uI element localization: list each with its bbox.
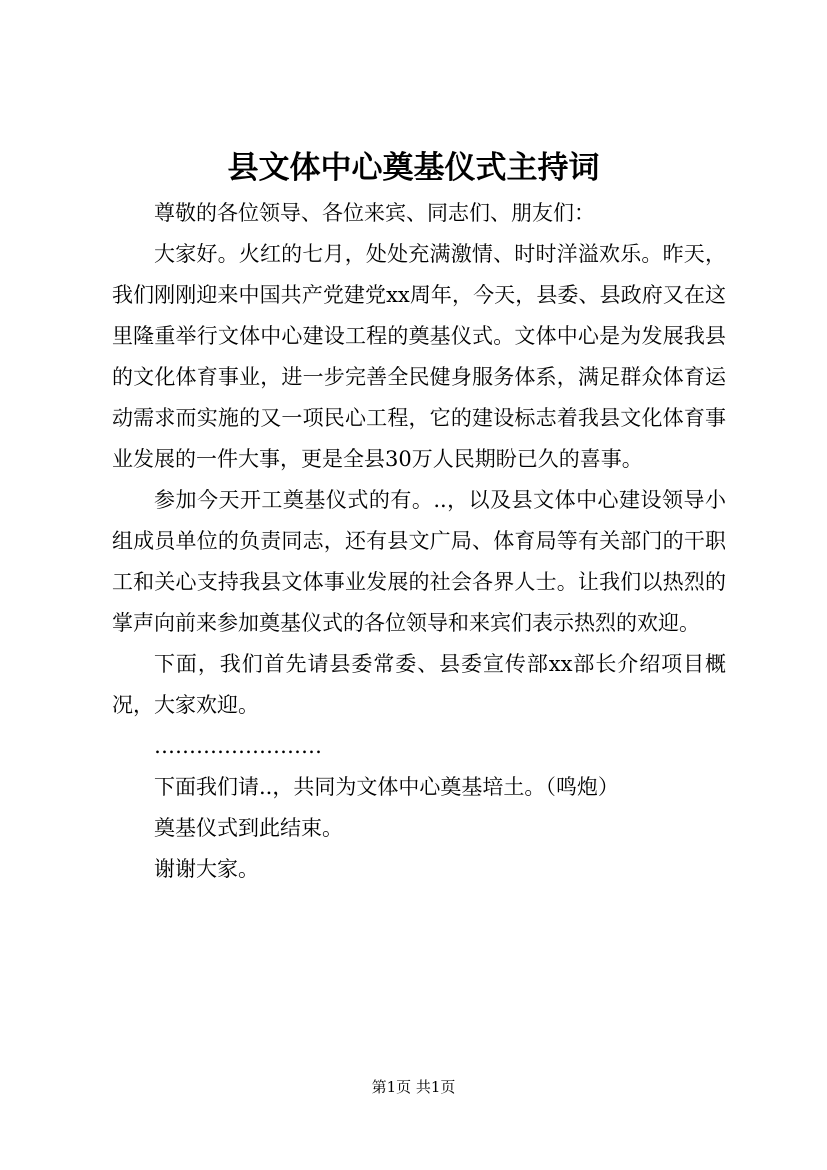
- opening-paragraph: 大家好。火红的七月，处处充满激情、时时洋溢欢乐。昨天，我们刚刚迎来中国共产党建党xx周年，今天，县委、县政府又在这里隆重举行文体中心建设工程的奠基仪式。文体中心是为发展我县的文化体育事业，进一步完善全民健身服务体系，满足群众体育运动需求而实施的又一项民心工程，它的建设标志着我县文化体育事业发展的一件大事，更是全县30万人民期盼已久的喜事。: [112, 242, 726, 471]
- thanks-paragraph: 谢谢大家。: [154, 857, 259, 881]
- ellipsis-line: ……………………: [154, 734, 322, 758]
- introduction-paragraph: 下面，我们首先请县委常委、县委宣传部xx部长介绍项目概况，大家欢迎。: [112, 652, 726, 717]
- closing-paragraph: 奠基仪式到此结束。: [154, 816, 343, 840]
- document-body: [112, 193, 726, 890]
- document-title: 县文体中心奠基仪式主持词: [227, 150, 600, 186]
- page-footer: 第1页 共1页: [371, 1078, 456, 1096]
- attendees-paragraph: 参加今天开工奠基仪式的有。..，以及县文体中心建设领导小组成员单位的负责同志，还有县文广局、体育局等有关部门的干职工和关心支持我县文体事业发展的社会各界人士。让我们以热烈的掌声向前来参加奠基仪式的各位领导和来宾们表示热烈的欢迎。: [112, 488, 726, 635]
- salutation-paragraph: 尊敬的各位领导、各位来宾、同志们、朋友们：: [154, 201, 595, 225]
- ceremony-paragraph: 下面我们请..，共同为文体中心奠基培土。（鸣炮）: [154, 775, 619, 799]
